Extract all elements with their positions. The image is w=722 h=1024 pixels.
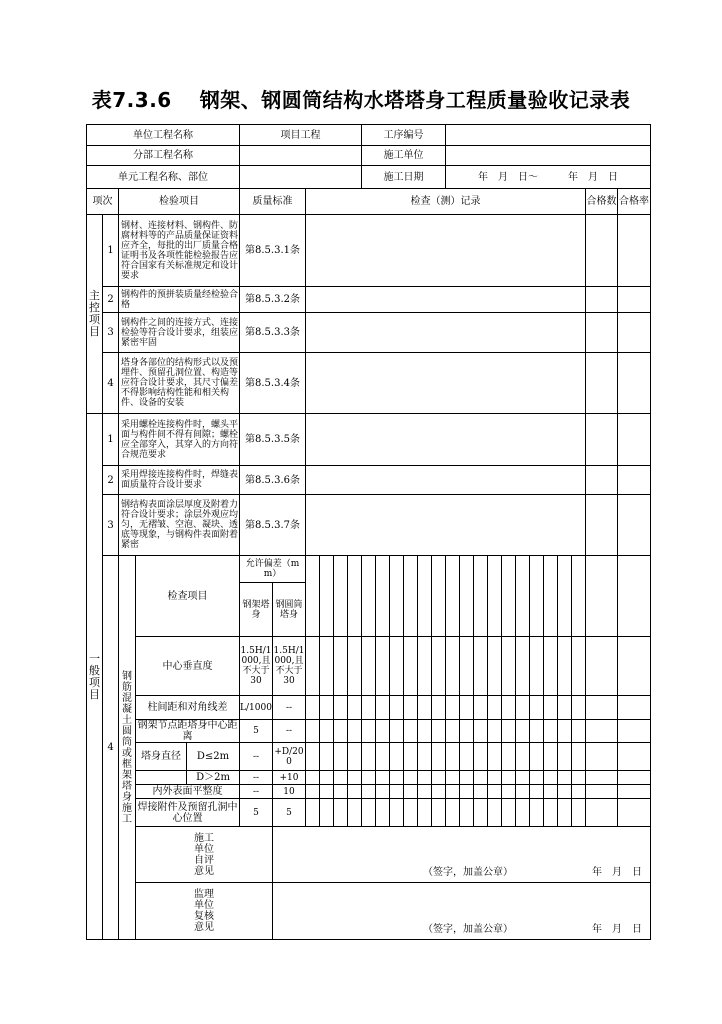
- record-cell[interactable]: [306, 743, 320, 771]
- record-cell[interactable]: [418, 785, 432, 799]
- record-cell[interactable]: [320, 720, 334, 743]
- record-cell[interactable]: [432, 743, 446, 771]
- record-cell[interactable]: [516, 696, 530, 720]
- record-cell[interactable]: [446, 637, 460, 696]
- record-cell[interactable]: [572, 637, 586, 696]
- count-cell[interactable]: [586, 720, 618, 743]
- tolerance-frame: L/1000: [240, 696, 273, 720]
- tolerance-item: 中心垂直度: [136, 637, 240, 696]
- record-cell[interactable]: [320, 799, 334, 827]
- col-item-header: 检验项目: [119, 189, 240, 215]
- rate-cell[interactable]: [618, 637, 651, 696]
- main-item-record[interactable]: [306, 313, 586, 353]
- record-cell[interactable]: [446, 556, 460, 637]
- record-cell[interactable]: [376, 696, 390, 720]
- col-no-header: 项次: [87, 189, 119, 215]
- record-cell[interactable]: [544, 799, 558, 827]
- record-cell[interactable]: [362, 799, 376, 827]
- record-cell[interactable]: [530, 799, 544, 827]
- diameter-condition: D＞2m: [196, 772, 230, 783]
- allowed-dev-header: 允许偏差（mm）: [240, 556, 306, 583]
- main-item-record[interactable]: [306, 215, 586, 287]
- record-cell[interactable]: [404, 771, 418, 785]
- rate-cell[interactable]: [618, 799, 651, 827]
- sub-project-name-value[interactable]: [240, 146, 362, 166]
- supervisor-eval-content[interactable]: [273, 883, 651, 940]
- main-item-rate[interactable]: [618, 313, 651, 353]
- diameter-condition: D≤2m: [196, 751, 230, 762]
- record-cell[interactable]: [488, 771, 502, 785]
- record-cell[interactable]: [334, 799, 348, 827]
- record-cell[interactable]: [432, 637, 446, 696]
- rate-cell[interactable]: [618, 556, 651, 637]
- record-cell[interactable]: [446, 720, 460, 743]
- record-cell[interactable]: [572, 785, 586, 799]
- record-cell[interactable]: [558, 696, 572, 720]
- record-cell[interactable]: [432, 556, 446, 637]
- record-cell[interactable]: [376, 743, 390, 771]
- record-cell[interactable]: [348, 743, 362, 771]
- project-label: 项目工程: [240, 125, 362, 146]
- record-cell[interactable]: [460, 637, 474, 696]
- main-item-no: 3: [103, 313, 119, 353]
- record-cell[interactable]: [432, 771, 446, 785]
- tolerance-item: 柱间距和对角线差: [136, 696, 240, 720]
- tolerance-tube: +10: [273, 771, 306, 785]
- record-cell[interactable]: [474, 799, 488, 827]
- self-eval-date: 年 月 日: [592, 867, 642, 878]
- record-cell[interactable]: [390, 556, 404, 637]
- record-cell[interactable]: [516, 637, 530, 696]
- process-no-value[interactable]: [446, 125, 651, 146]
- record-cell[interactable]: [432, 799, 446, 827]
- record-cell[interactable]: [572, 556, 586, 637]
- record-cell[interactable]: [558, 720, 572, 743]
- record-cell[interactable]: [418, 771, 432, 785]
- self-eval-sign: （签字，加盖公章）: [423, 867, 513, 878]
- record-cell[interactable]: [362, 696, 376, 720]
- record-cell[interactable]: [460, 799, 474, 827]
- main-items-group: 主控项目: [87, 215, 103, 414]
- record-cell[interactable]: [460, 785, 474, 799]
- record-cell[interactable]: [362, 771, 376, 785]
- main-item-standard: 第8.5.3.4条: [240, 353, 306, 414]
- record-cell[interactable]: [418, 720, 432, 743]
- record-cell[interactable]: [488, 637, 502, 696]
- record-cell[interactable]: [544, 720, 558, 743]
- main-item-record[interactable]: [306, 353, 586, 414]
- record-cell[interactable]: [306, 771, 320, 785]
- record-cell[interactable]: [572, 696, 586, 720]
- record-cell[interactable]: [474, 743, 488, 771]
- tolerance-item: 钢架节点距塔身中心距离: [137, 720, 238, 742]
- record-cell[interactable]: [502, 785, 516, 799]
- record-cell[interactable]: [558, 556, 572, 637]
- record-cell[interactable]: [544, 637, 558, 696]
- unit-project-part-value[interactable]: [240, 166, 362, 189]
- general-item-no: 4: [103, 556, 119, 940]
- general-item-no: 1: [103, 414, 119, 466]
- tolerance-frame: --: [240, 743, 273, 771]
- tolerance-frame: --: [240, 785, 273, 799]
- record-cell[interactable]: [474, 696, 488, 720]
- record-cell[interactable]: [558, 743, 572, 771]
- record-cell[interactable]: [418, 696, 432, 720]
- record-cell[interactable]: [418, 799, 432, 827]
- record-cell[interactable]: [544, 785, 558, 799]
- record-cell[interactable]: [446, 785, 460, 799]
- general-item-rate[interactable]: [618, 495, 651, 556]
- general-item-count[interactable]: [586, 414, 618, 466]
- record-cell[interactable]: [348, 799, 362, 827]
- record-cell[interactable]: [502, 799, 516, 827]
- main-item-rate[interactable]: [618, 215, 651, 287]
- tolerance-tube: --: [273, 720, 306, 743]
- record-cell[interactable]: [474, 720, 488, 743]
- general-item-standard: 第8.5.3.7条: [240, 495, 306, 556]
- record-cell[interactable]: [376, 720, 390, 743]
- supervisor-eval-date: 年 月 日: [592, 924, 642, 935]
- record-cell[interactable]: [320, 696, 334, 720]
- record-cell[interactable]: [306, 556, 320, 637]
- record-cell[interactable]: [502, 771, 516, 785]
- page-title: [0, 84, 722, 113]
- main-item-count[interactable]: [586, 215, 618, 287]
- record-cell[interactable]: [320, 637, 334, 696]
- record-cell[interactable]: [334, 637, 348, 696]
- record-cell[interactable]: [404, 696, 418, 720]
- record-cell[interactable]: [446, 696, 460, 720]
- record-cell[interactable]: [516, 799, 530, 827]
- general-item-standard: 第8.5.3.6条: [240, 466, 306, 495]
- record-cell[interactable]: [460, 743, 474, 771]
- record-cell[interactable]: [488, 799, 502, 827]
- general-item-record[interactable]: [306, 466, 586, 495]
- record-cell[interactable]: [460, 556, 474, 637]
- record-cell[interactable]: [558, 637, 572, 696]
- record-cell[interactable]: [530, 720, 544, 743]
- record-cell[interactable]: [404, 743, 418, 771]
- record-cell[interactable]: [320, 743, 334, 771]
- record-cell[interactable]: [446, 799, 460, 827]
- tolerance-item: 焊接附件及预留孔洞中心位置: [136, 799, 240, 827]
- main-item-no: 1: [103, 215, 119, 287]
- record-cell[interactable]: [544, 696, 558, 720]
- record-cell[interactable]: [334, 743, 348, 771]
- main-item-no: 2: [103, 287, 119, 313]
- record-cell[interactable]: [460, 771, 474, 785]
- main-item-standard: 第8.5.3.2条: [240, 287, 306, 313]
- rate-cell[interactable]: [618, 696, 651, 720]
- main-item-count[interactable]: [586, 313, 618, 353]
- record-cell[interactable]: [390, 637, 404, 696]
- general-item-no: 2: [103, 466, 119, 495]
- count-cell[interactable]: [586, 799, 618, 827]
- record-cell[interactable]: [390, 720, 404, 743]
- tolerance-item: 内外表面平整度: [136, 785, 240, 799]
- col-standard-header: 质量标准: [240, 189, 306, 215]
- col-qualified-rate-header: 合格率: [618, 189, 651, 215]
- tolerance-frame: 5: [240, 799, 273, 827]
- record-cell[interactable]: [348, 637, 362, 696]
- record-cell[interactable]: [530, 696, 544, 720]
- tolerance-tube: --: [273, 696, 306, 720]
- process-no-label: 工序编号: [362, 125, 446, 146]
- main-item-text: 钢材、连接材料、钢构件、防腐材料等的产品质量保证资料应齐全，每批的出厂质量合格证明书及各项性能检验报告应符合国家有关标准规定和设计要求: [119, 215, 240, 287]
- record-cell[interactable]: [474, 771, 488, 785]
- construction-unit-value[interactable]: [446, 146, 651, 166]
- record-cell[interactable]: [320, 556, 334, 637]
- record-cell[interactable]: [544, 771, 558, 785]
- diameter-gt-2m: [136, 771, 240, 785]
- record-cell[interactable]: [572, 799, 586, 827]
- record-cell[interactable]: [460, 720, 474, 743]
- main-item-text: 钢构件的预拼装质量经检验合格: [119, 287, 240, 313]
- table-code: 表7.3.6: [91, 88, 172, 112]
- count-cell[interactable]: [586, 771, 618, 785]
- main-item-text: 钢构件之间的连接方式、连接检验等符合设计要求，组装应紧密牢固: [119, 313, 240, 353]
- main-item-text: 塔身各部位的结构形式以及预埋件、预留孔洞位置、构造等应符合设计要求，其尺寸偏差不得影响结构性能和相关构件、设备的安装: [119, 353, 240, 414]
- diameter-le-2m: [136, 743, 240, 771]
- record-cell[interactable]: [390, 696, 404, 720]
- main-item-standard: 第8.5.3.3条: [240, 313, 306, 353]
- record-cell[interactable]: [348, 720, 362, 743]
- col-steel-frame: 钢架塔身: [240, 583, 273, 637]
- record-cell[interactable]: [306, 696, 320, 720]
- record-cell[interactable]: [530, 556, 544, 637]
- record-cell[interactable]: [306, 637, 320, 696]
- record-cell[interactable]: [516, 556, 530, 637]
- record-cell[interactable]: [432, 785, 446, 799]
- record-cell[interactable]: [502, 696, 516, 720]
- record-cell[interactable]: [404, 720, 418, 743]
- count-cell[interactable]: [586, 637, 618, 696]
- general-item-count[interactable]: [586, 466, 618, 495]
- main-item-count[interactable]: [586, 287, 618, 313]
- self-eval-label: 施工单位自评意见: [136, 827, 273, 883]
- record-cell[interactable]: [390, 799, 404, 827]
- record-cell[interactable]: [572, 720, 586, 743]
- record-cell[interactable]: [348, 785, 362, 799]
- record-cell[interactable]: [516, 743, 530, 771]
- record-cell[interactable]: [404, 637, 418, 696]
- general-items-group: 一般项目: [87, 414, 103, 940]
- main-item-standard: 第8.5.3.1条: [240, 215, 306, 287]
- count-cell[interactable]: [586, 556, 618, 637]
- sub-group-label: 钢筋混凝土圆筒或框架塔身施工: [119, 556, 136, 940]
- record-cell[interactable]: [502, 637, 516, 696]
- main-item-no: 4: [103, 353, 119, 414]
- record-cell[interactable]: [390, 743, 404, 771]
- record-cell[interactable]: [544, 743, 558, 771]
- col-record-header: 检查（测）记录: [306, 189, 586, 215]
- record-cell[interactable]: [334, 556, 348, 637]
- record-cell[interactable]: [502, 556, 516, 637]
- construction-date-label: 施工日期: [362, 166, 446, 189]
- count-cell[interactable]: [586, 743, 618, 771]
- general-item-text: 钢结构表面涂层厚度及附着力符合设计要求；涂层外观应均匀，无褶皱、空泡、凝块、透底等现象，与钢构件表面附着紧密: [119, 495, 240, 556]
- general-item-standard: 第8.5.3.5条: [240, 414, 306, 466]
- check-item-header: 检查项目: [136, 556, 240, 637]
- record-cell[interactable]: [306, 799, 320, 827]
- record-cell[interactable]: [376, 556, 390, 637]
- record-cell[interactable]: [348, 771, 362, 785]
- record-cell[interactable]: [376, 785, 390, 799]
- tolerance-frame: 5: [240, 720, 273, 743]
- record-cell[interactable]: [404, 556, 418, 637]
- supervisor-eval-sign: （签字，加盖公章）: [423, 924, 513, 935]
- general-item-record[interactable]: [306, 495, 586, 556]
- record-cell[interactable]: [362, 637, 376, 696]
- record-cell[interactable]: [362, 556, 376, 637]
- record-cell[interactable]: [446, 771, 460, 785]
- record-cell[interactable]: [376, 799, 390, 827]
- general-item-text: 采用螺栓连接构件时，螺头平面与构件间不得有间隙；螺栓应全部穿入，其穿入的方向符合规范要求: [119, 414, 240, 466]
- record-cell[interactable]: [516, 720, 530, 743]
- record-cell[interactable]: [418, 637, 432, 696]
- construction-date-value: 年 月 日～ 年 月 日: [446, 166, 651, 189]
- general-item-rate[interactable]: [618, 466, 651, 495]
- acceptance-record-table: [86, 124, 651, 940]
- record-cell[interactable]: [404, 785, 418, 799]
- record-cell[interactable]: [572, 771, 586, 785]
- record-cell[interactable]: [488, 785, 502, 799]
- record-cell[interactable]: [572, 743, 586, 771]
- tolerance-frame: --: [240, 771, 273, 785]
- rate-cell[interactable]: [618, 771, 651, 785]
- unit-project-part-label: 单元工程名称、部位: [87, 166, 240, 189]
- record-cell[interactable]: [474, 785, 488, 799]
- record-cell[interactable]: [488, 696, 502, 720]
- general-item-text: 采用焊接连接构件时，焊缝表面质量符合设计要求: [119, 466, 240, 495]
- record-cell[interactable]: [390, 785, 404, 799]
- unit-project-name-label: 单位工程名称: [87, 125, 240, 146]
- general-item-record[interactable]: [306, 414, 586, 466]
- main-item-count[interactable]: [586, 353, 618, 414]
- record-cell[interactable]: [530, 743, 544, 771]
- record-cell[interactable]: [432, 720, 446, 743]
- record-cell[interactable]: [530, 785, 544, 799]
- rate-cell[interactable]: [618, 720, 651, 743]
- record-cell[interactable]: [530, 771, 544, 785]
- record-cell[interactable]: [334, 771, 348, 785]
- col-steel-tube: 钢圆筒塔身: [273, 583, 306, 637]
- record-cell[interactable]: [558, 799, 572, 827]
- record-cell[interactable]: [418, 556, 432, 637]
- count-cell[interactable]: [586, 785, 618, 799]
- record-cell[interactable]: [418, 743, 432, 771]
- record-cell[interactable]: [348, 556, 362, 637]
- record-cell[interactable]: [474, 637, 488, 696]
- main-item-record[interactable]: [306, 287, 586, 313]
- record-cell[interactable]: [334, 785, 348, 799]
- record-cell[interactable]: [558, 785, 572, 799]
- record-cell[interactable]: [390, 771, 404, 785]
- record-cell[interactable]: [306, 785, 320, 799]
- record-cell[interactable]: [320, 785, 334, 799]
- main-item-rate[interactable]: [618, 353, 651, 414]
- general-item-rate[interactable]: [618, 414, 651, 466]
- record-cell[interactable]: [530, 637, 544, 696]
- tolerance-tube: +D/200: [273, 743, 306, 771]
- construction-unit-label: 施工单位: [362, 146, 446, 166]
- record-cell[interactable]: [488, 556, 502, 637]
- record-cell[interactable]: [516, 785, 530, 799]
- count-cell[interactable]: [586, 696, 618, 720]
- record-cell[interactable]: [306, 720, 320, 743]
- self-eval-content[interactable]: [273, 827, 651, 883]
- tolerance-tube: 10: [273, 785, 306, 799]
- general-item-count[interactable]: [586, 495, 618, 556]
- col-qualified-count-header: 合格数: [586, 189, 618, 215]
- sub-project-name-label: 分部工程名称: [87, 146, 240, 166]
- diameter-label: 塔身直径: [136, 743, 187, 770]
- record-cell[interactable]: [334, 720, 348, 743]
- record-cell[interactable]: [474, 556, 488, 637]
- record-cell[interactable]: [488, 720, 502, 743]
- supervisor-eval-label: 监理单位复核意见: [136, 883, 273, 940]
- record-cell[interactable]: [362, 785, 376, 799]
- record-cell[interactable]: [516, 771, 530, 785]
- record-cell[interactable]: [544, 556, 558, 637]
- tolerance-frame: 1.5H/1000,且不大于30: [240, 637, 273, 696]
- record-cell[interactable]: [376, 637, 390, 696]
- tolerance-tube: 1.5H/1000,且不大于30: [273, 637, 306, 696]
- general-item-no: 3: [103, 495, 119, 556]
- record-cell[interactable]: [320, 771, 334, 785]
- tolerance-tube: 5: [273, 799, 306, 827]
- record-cell[interactable]: [348, 696, 362, 720]
- record-cell[interactable]: [376, 771, 390, 785]
- record-cell[interactable]: [502, 720, 516, 743]
- rate-cell[interactable]: [618, 743, 651, 771]
- record-cell[interactable]: [502, 743, 516, 771]
- record-cell[interactable]: [404, 799, 418, 827]
- record-cell[interactable]: [488, 743, 502, 771]
- record-cell[interactable]: [362, 743, 376, 771]
- record-cell[interactable]: [432, 696, 446, 720]
- record-cell[interactable]: [334, 696, 348, 720]
- table-title: 钢架、钢圆筒结构水塔塔身工程质量验收记录表: [199, 88, 631, 112]
- record-cell[interactable]: [446, 743, 460, 771]
- record-cell[interactable]: [362, 720, 376, 743]
- rate-cell[interactable]: [618, 785, 651, 799]
- record-cell[interactable]: [460, 696, 474, 720]
- main-item-rate[interactable]: [618, 287, 651, 313]
- record-cell[interactable]: [558, 771, 572, 785]
